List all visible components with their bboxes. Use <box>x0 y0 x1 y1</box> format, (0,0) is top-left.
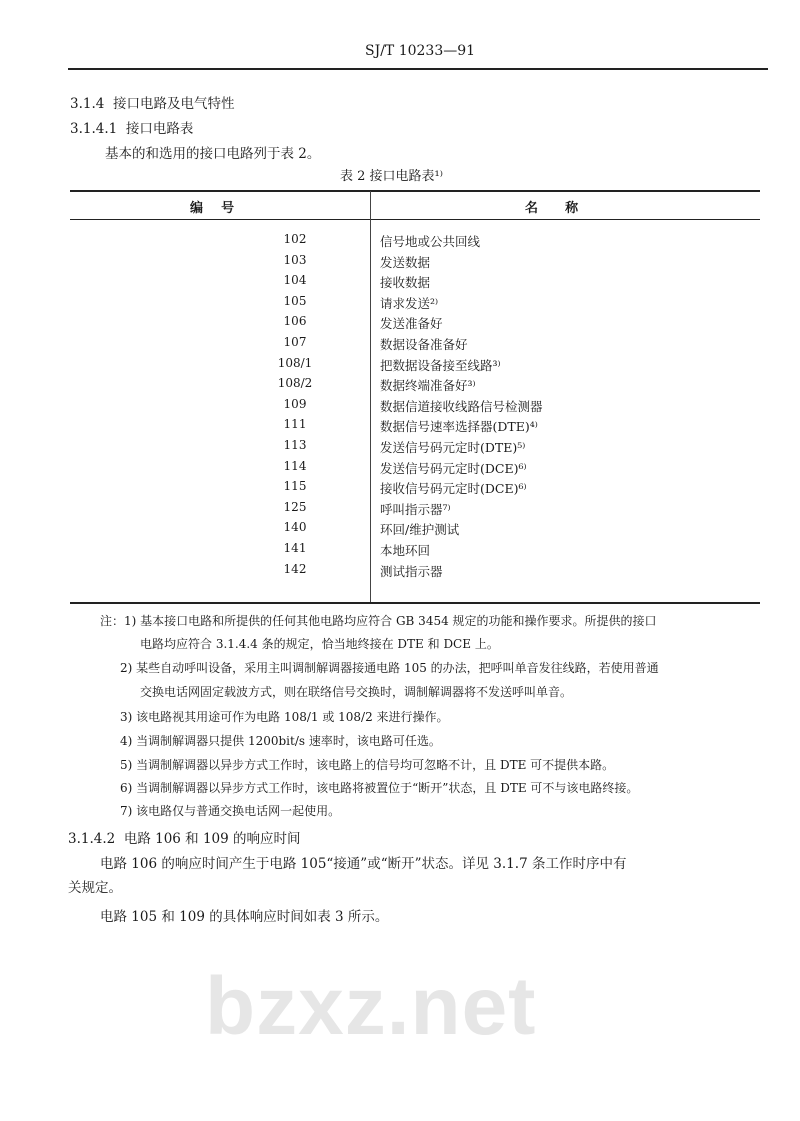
circuit-code: 102 <box>283 232 307 246</box>
table-row <box>70 438 760 458</box>
standard-number: SJ/T 10233—91 <box>365 43 476 59</box>
table-row <box>70 417 760 437</box>
circuit-code: 107 <box>283 335 307 349</box>
section-title: 接口电路表 <box>125 121 194 137</box>
section-title: 接口电路及电气特性 <box>112 96 235 112</box>
table-row <box>70 273 760 293</box>
table-row <box>70 376 760 396</box>
circuit-code: 105 <box>283 293 307 308</box>
section-title: 电路 106 和 109 的响应时间 <box>123 831 301 847</box>
note-3: 3) 该电路视其用途可作为电路 108/1 或 108/2 来进行操作。 <box>120 710 449 724</box>
section-number: 3.1.4 <box>70 96 105 112</box>
circuit-code: 141 <box>283 541 307 555</box>
table-row <box>70 356 760 376</box>
table-top-rule <box>70 190 760 192</box>
table-row <box>70 479 760 499</box>
table-row <box>70 232 760 252</box>
circuit-name: 请求发送²⁾ <box>380 295 439 311</box>
circuit-name: 数据设备准备好 <box>380 337 468 352</box>
note-2-cont: 交换电话网固定载波方式，则在联络信号交换时，调制解调器将不发送呼叫单音。 <box>140 685 573 699</box>
header-rule <box>68 68 768 70</box>
circuit-name: 信号地或公共回线 <box>380 234 481 249</box>
circuit-name: 环回/维护测试 <box>380 522 460 538</box>
note-5: 5) 当调制解调器以异步方式工作时，该电路上的信号均可忽略不计，且 DTE 可不提供本路。 <box>120 758 615 772</box>
table-row <box>70 314 760 334</box>
circuit-code: 115 <box>283 479 307 494</box>
column-header-name: 名 称 <box>525 201 579 216</box>
table-header-rule <box>70 219 760 220</box>
circuit-code: 104 <box>283 273 307 288</box>
note-4: 4) 当调制解调器只提供 1200bit/s 速率时，该电路可任选。 <box>120 734 441 748</box>
circuit-name: 数据终端准备好³⁾ <box>380 378 476 394</box>
table-row <box>70 335 760 355</box>
circuit-code: 111 <box>283 417 307 432</box>
section-3-1-4-2-body-line1: 电路 106 的响应时间产生于电路 105“接通”或“断开”状态。详见 3.1.7 条工作时序中有 <box>100 856 627 872</box>
circuit-code: 113 <box>283 438 307 452</box>
circuit-code: 108/2 <box>277 376 313 391</box>
circuit-name: 数据信号速率选择器(DTE)⁴⁾ <box>380 419 538 435</box>
circuit-name: 呼叫指示器⁷⁾ <box>380 501 451 517</box>
circuit-name: 把数据设备接至线路³⁾ <box>380 357 501 373</box>
circuit-code: 106 <box>283 314 307 329</box>
note-6: 6) 当调制解调器以异步方式工作时，该电路将被置位于“断开”状态，且 DTE 可不与该电路终接。 <box>120 781 639 795</box>
column-header-code: 编 号 <box>190 201 235 216</box>
circuit-code: 142 <box>283 561 307 576</box>
section-3-1-4-1-heading <box>70 117 193 137</box>
circuit-name: 数据信道接收线路信号检测器 <box>380 398 543 414</box>
circuit-code: 114 <box>283 458 307 473</box>
note-1 <box>100 612 657 629</box>
note-7: 7) 该电路仅与普通交换电话网一起使用。 <box>120 804 341 818</box>
section-number: 3.1.4.2 <box>68 831 116 847</box>
circuit-name: 发送信号码元定时(DCE)⁶⁾ <box>380 460 527 476</box>
table-row <box>70 500 760 520</box>
circuit-code: 125 <box>283 499 307 514</box>
table-row <box>70 520 760 540</box>
note-text: 1) 基本接口电路和所提供的任何其他电路均应符合 GB 3454 规定的功能和操作要求。所提供的接口 <box>124 614 657 628</box>
table-bottom-rule <box>70 602 760 604</box>
circuit-code: 140 <box>283 520 307 535</box>
section-3-1-4-2-body-line2: 关规定。 <box>68 880 122 896</box>
circuit-code: 103 <box>283 252 307 267</box>
circuit-name: 发送数据 <box>380 254 431 270</box>
table-row <box>70 294 760 314</box>
section-3-1-4-1-body: 基本的和选用的接口电路列于表 2。 <box>105 146 321 162</box>
table-row <box>70 562 760 582</box>
circuit-code: 109 <box>283 396 307 411</box>
table-caption: 表 2 接口电路表¹⁾ <box>340 169 443 184</box>
table-row <box>70 541 760 561</box>
circuit-name: 发送准备好 <box>380 316 443 332</box>
table-row <box>70 397 760 417</box>
table-row <box>70 459 760 479</box>
section-3-1-4-2-body2: 电路 105 和 109 的具体响应时间如表 3 所示。 <box>100 909 389 925</box>
section-3-1-4-heading <box>70 92 234 112</box>
circuit-name: 接收信号码元定时(DCE)⁶⁾ <box>380 481 527 497</box>
notes-label: 注： <box>100 614 125 628</box>
circuit-name: 发送信号码元定时(DTE)⁵⁾ <box>380 440 526 455</box>
note-1-cont: 电路均应符合 3.1.4.4 条的规定，恰当地终接在 DTE 和 DCE 上。 <box>140 637 499 651</box>
circuit-name: 本地环回 <box>380 543 431 558</box>
watermark: bzxz.net <box>205 961 537 1052</box>
circuit-name: 测试指示器 <box>380 563 443 579</box>
note-2: 2) 某些自动呼叫设备，采用主叫调制解调器接通电路 105 的办法，把呼叫单音发往线路，若使用普通 <box>120 661 659 675</box>
section-number: 3.1.4.1 <box>70 121 118 137</box>
section-3-1-4-2-heading <box>68 827 301 847</box>
circuit-name: 接收数据 <box>380 275 431 291</box>
table-row <box>70 253 760 273</box>
circuit-code: 108/1 <box>277 355 313 370</box>
